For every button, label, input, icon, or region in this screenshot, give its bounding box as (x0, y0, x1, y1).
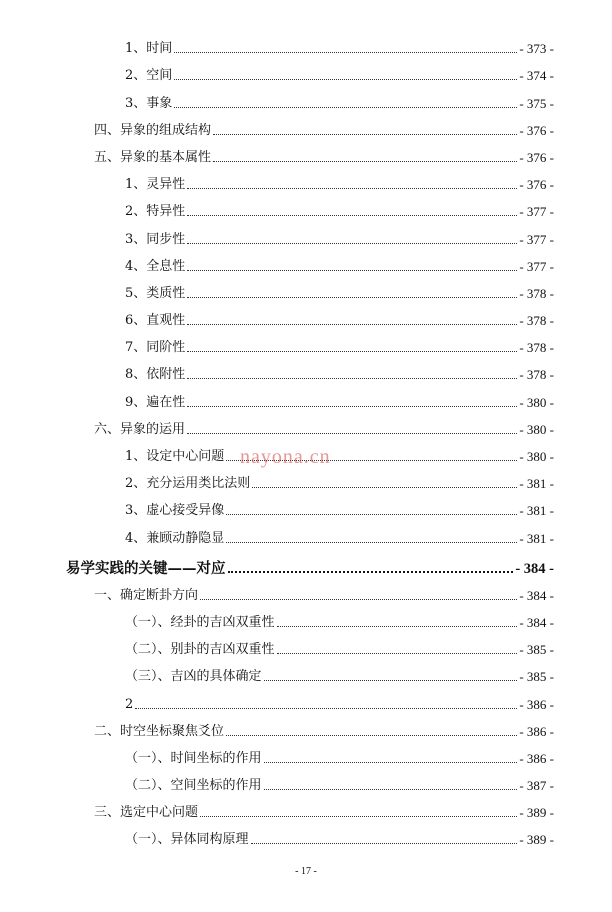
toc-entry-page: - 384 - (519, 614, 554, 630)
toc-entry[interactable] (125, 220, 554, 247)
dot-leader (174, 78, 517, 80)
toc-entry[interactable] (125, 302, 554, 329)
toc-entry-page: - 376 - (519, 149, 554, 165)
toc-entry-page: - 374 - (519, 68, 554, 84)
toc-entry[interactable] (94, 411, 554, 438)
dot-leader (226, 734, 517, 736)
toc-entry-title: 2、空间 (125, 68, 173, 84)
toc-entry[interactable] (125, 329, 554, 356)
toc-entry[interactable] (94, 139, 554, 166)
toc-entry-title: 1、设定中心问题 (125, 449, 225, 464)
dot-leader (135, 707, 517, 709)
toc-entry[interactable] (125, 631, 554, 658)
toc-entry-title: 二、时空坐标聚焦爻位 (94, 723, 225, 739)
toc-entry[interactable] (125, 438, 554, 465)
toc-entry-page: - 380 - (519, 421, 554, 437)
toc-entry-title: （一）、经卦的吉凶双重性 (125, 614, 275, 630)
toc-entry-title: 四、异象的组成结构 (94, 122, 212, 138)
toc-entry-title: （一）、时间坐标的作用 (125, 750, 262, 766)
toc-entry[interactable] (125, 356, 554, 383)
dot-leader (228, 570, 514, 573)
dot-leader (213, 160, 517, 162)
toc-entry-title: 4、兼顾动静隐显 (125, 530, 225, 546)
toc-entry-title: 五、异象的基本属性 (94, 149, 212, 165)
toc-entry-title: 6、直观性 (125, 313, 186, 329)
toc-entry-title: 3、虚心接受异像 (125, 503, 225, 519)
toc-entry-title: 5、类质性 (125, 285, 186, 301)
dot-leader (187, 377, 517, 379)
table-of-contents (0, 30, 612, 848)
toc-entry-title: 2、充分运用类比法则 (125, 476, 251, 492)
toc-entry[interactable] (125, 685, 554, 712)
dot-leader (187, 296, 517, 298)
toc-entry-page: - 381 - (519, 503, 554, 519)
toc-entry-title: 1、时间 (125, 41, 173, 57)
toc-entry[interactable] (125, 383, 554, 410)
toc-entry-page: - 373 - (519, 41, 554, 57)
toc-entry-title: 三、选定中心问题 (94, 805, 199, 821)
toc-entry-page: - 377 - (519, 231, 554, 247)
toc-entry-page: - 385 - (519, 642, 554, 658)
toc-entry[interactable] (125, 767, 554, 794)
toc-entry-title: 易学实践的关键——对应 (66, 559, 226, 577)
toc-entry-page: - 385 - (519, 669, 554, 685)
toc-entry[interactable] (125, 740, 554, 767)
dot-leader (277, 652, 518, 654)
toc-entry-title: 7、同阶性 (125, 340, 186, 356)
toc-entry-page: - 386 - (519, 696, 554, 712)
toc-entry[interactable] (125, 492, 554, 519)
dot-leader (187, 405, 517, 407)
toc-entry-page: - 384 - (515, 560, 554, 577)
toc-entry-title: 2、特异性 (125, 204, 186, 220)
toc-entry-page: - 389 - (519, 832, 554, 848)
toc-entry[interactable] (125, 604, 554, 631)
toc-entry-page: - 380 - (519, 394, 554, 410)
toc-entry[interactable] (94, 112, 554, 139)
dot-leader (226, 541, 517, 543)
toc-chapter-entry[interactable] (66, 547, 554, 577)
toc-entry-page: - 380 - (519, 449, 554, 464)
toc-entry-page: - 381 - (519, 530, 554, 546)
dot-leader (264, 761, 518, 763)
dot-leader (251, 842, 518, 844)
dot-leader (264, 788, 518, 790)
dot-leader (187, 432, 517, 434)
toc-entry[interactable] (94, 577, 554, 604)
dot-leader (187, 242, 517, 244)
toc-entry-page: - 378 - (519, 367, 554, 383)
toc-entry[interactable] (125, 658, 554, 685)
dot-leader (187, 350, 517, 352)
toc-entry-title: 8、依附性 (125, 367, 186, 383)
dot-leader (174, 106, 517, 108)
toc-entry-title: （一）、异体同构原理 (125, 832, 249, 848)
toc-entry[interactable] (125, 57, 554, 84)
dot-leader (187, 323, 517, 325)
watermark: nayona.cn (240, 446, 331, 468)
dot-leader (187, 214, 517, 216)
dot-leader (252, 486, 517, 488)
toc-entry-page: - 386 - (519, 723, 554, 739)
dot-leader (200, 815, 517, 817)
toc-entry-page: - 376 - (519, 177, 554, 193)
toc-entry[interactable] (125, 275, 554, 302)
toc-entry[interactable] (125, 166, 554, 193)
toc-entry-title: 1、灵异性 (125, 177, 186, 193)
toc-entry[interactable] (125, 465, 554, 492)
toc-entry-title: 4、全息性 (125, 258, 186, 274)
toc-entry-title: （二）、空间坐标的作用 (125, 778, 262, 794)
toc-entry[interactable] (125, 821, 554, 848)
toc-entry-title: （二）、别卦的吉凶双重性 (125, 642, 275, 658)
toc-entry-page: - 378 - (519, 285, 554, 301)
toc-entry[interactable] (125, 84, 554, 111)
dot-leader (226, 513, 517, 515)
toc-entry-page: - 384 - (519, 587, 554, 603)
toc-entry-page: - 387 - (519, 778, 554, 794)
toc-entry-title: 2 (125, 696, 134, 712)
toc-entry-title: 9、遍在性 (125, 394, 186, 410)
toc-entry-page: - 389 - (519, 805, 554, 821)
toc-entry-title: 六、异象的运用 (94, 421, 186, 437)
toc-entry[interactable] (125, 193, 554, 220)
dot-leader (277, 625, 518, 627)
toc-entry-page: - 375 - (519, 95, 554, 111)
toc-entry-page: - 378 - (519, 340, 554, 356)
toc-entry-page: - 376 - (519, 122, 554, 138)
toc-entry-title: 3、同步性 (125, 231, 186, 247)
page-number: - 17 - (295, 866, 317, 877)
toc-entry-title: （三）、吉凶的具体确定 (125, 669, 262, 685)
toc-entry[interactable] (125, 519, 554, 546)
toc-entry[interactable] (94, 794, 554, 821)
toc-entry-page: - 381 - (519, 476, 554, 492)
toc-entry-page: - 378 - (519, 313, 554, 329)
toc-entry-page: - 377 - (519, 204, 554, 220)
dot-leader (174, 51, 517, 53)
toc-entry[interactable] (125, 30, 554, 57)
dot-leader (264, 679, 518, 681)
dot-leader (213, 133, 517, 135)
toc-entry[interactable] (125, 248, 554, 275)
toc-entry-page: - 386 - (519, 750, 554, 766)
toc-entry-title: 3、事象 (125, 95, 173, 111)
dot-leader (200, 598, 517, 600)
dot-leader (187, 187, 517, 189)
toc-entry-title: 一、确定断卦方向 (94, 587, 199, 603)
dot-leader (187, 269, 517, 271)
toc-entry[interactable] (94, 713, 554, 740)
toc-entry-page: - 377 - (519, 258, 554, 274)
